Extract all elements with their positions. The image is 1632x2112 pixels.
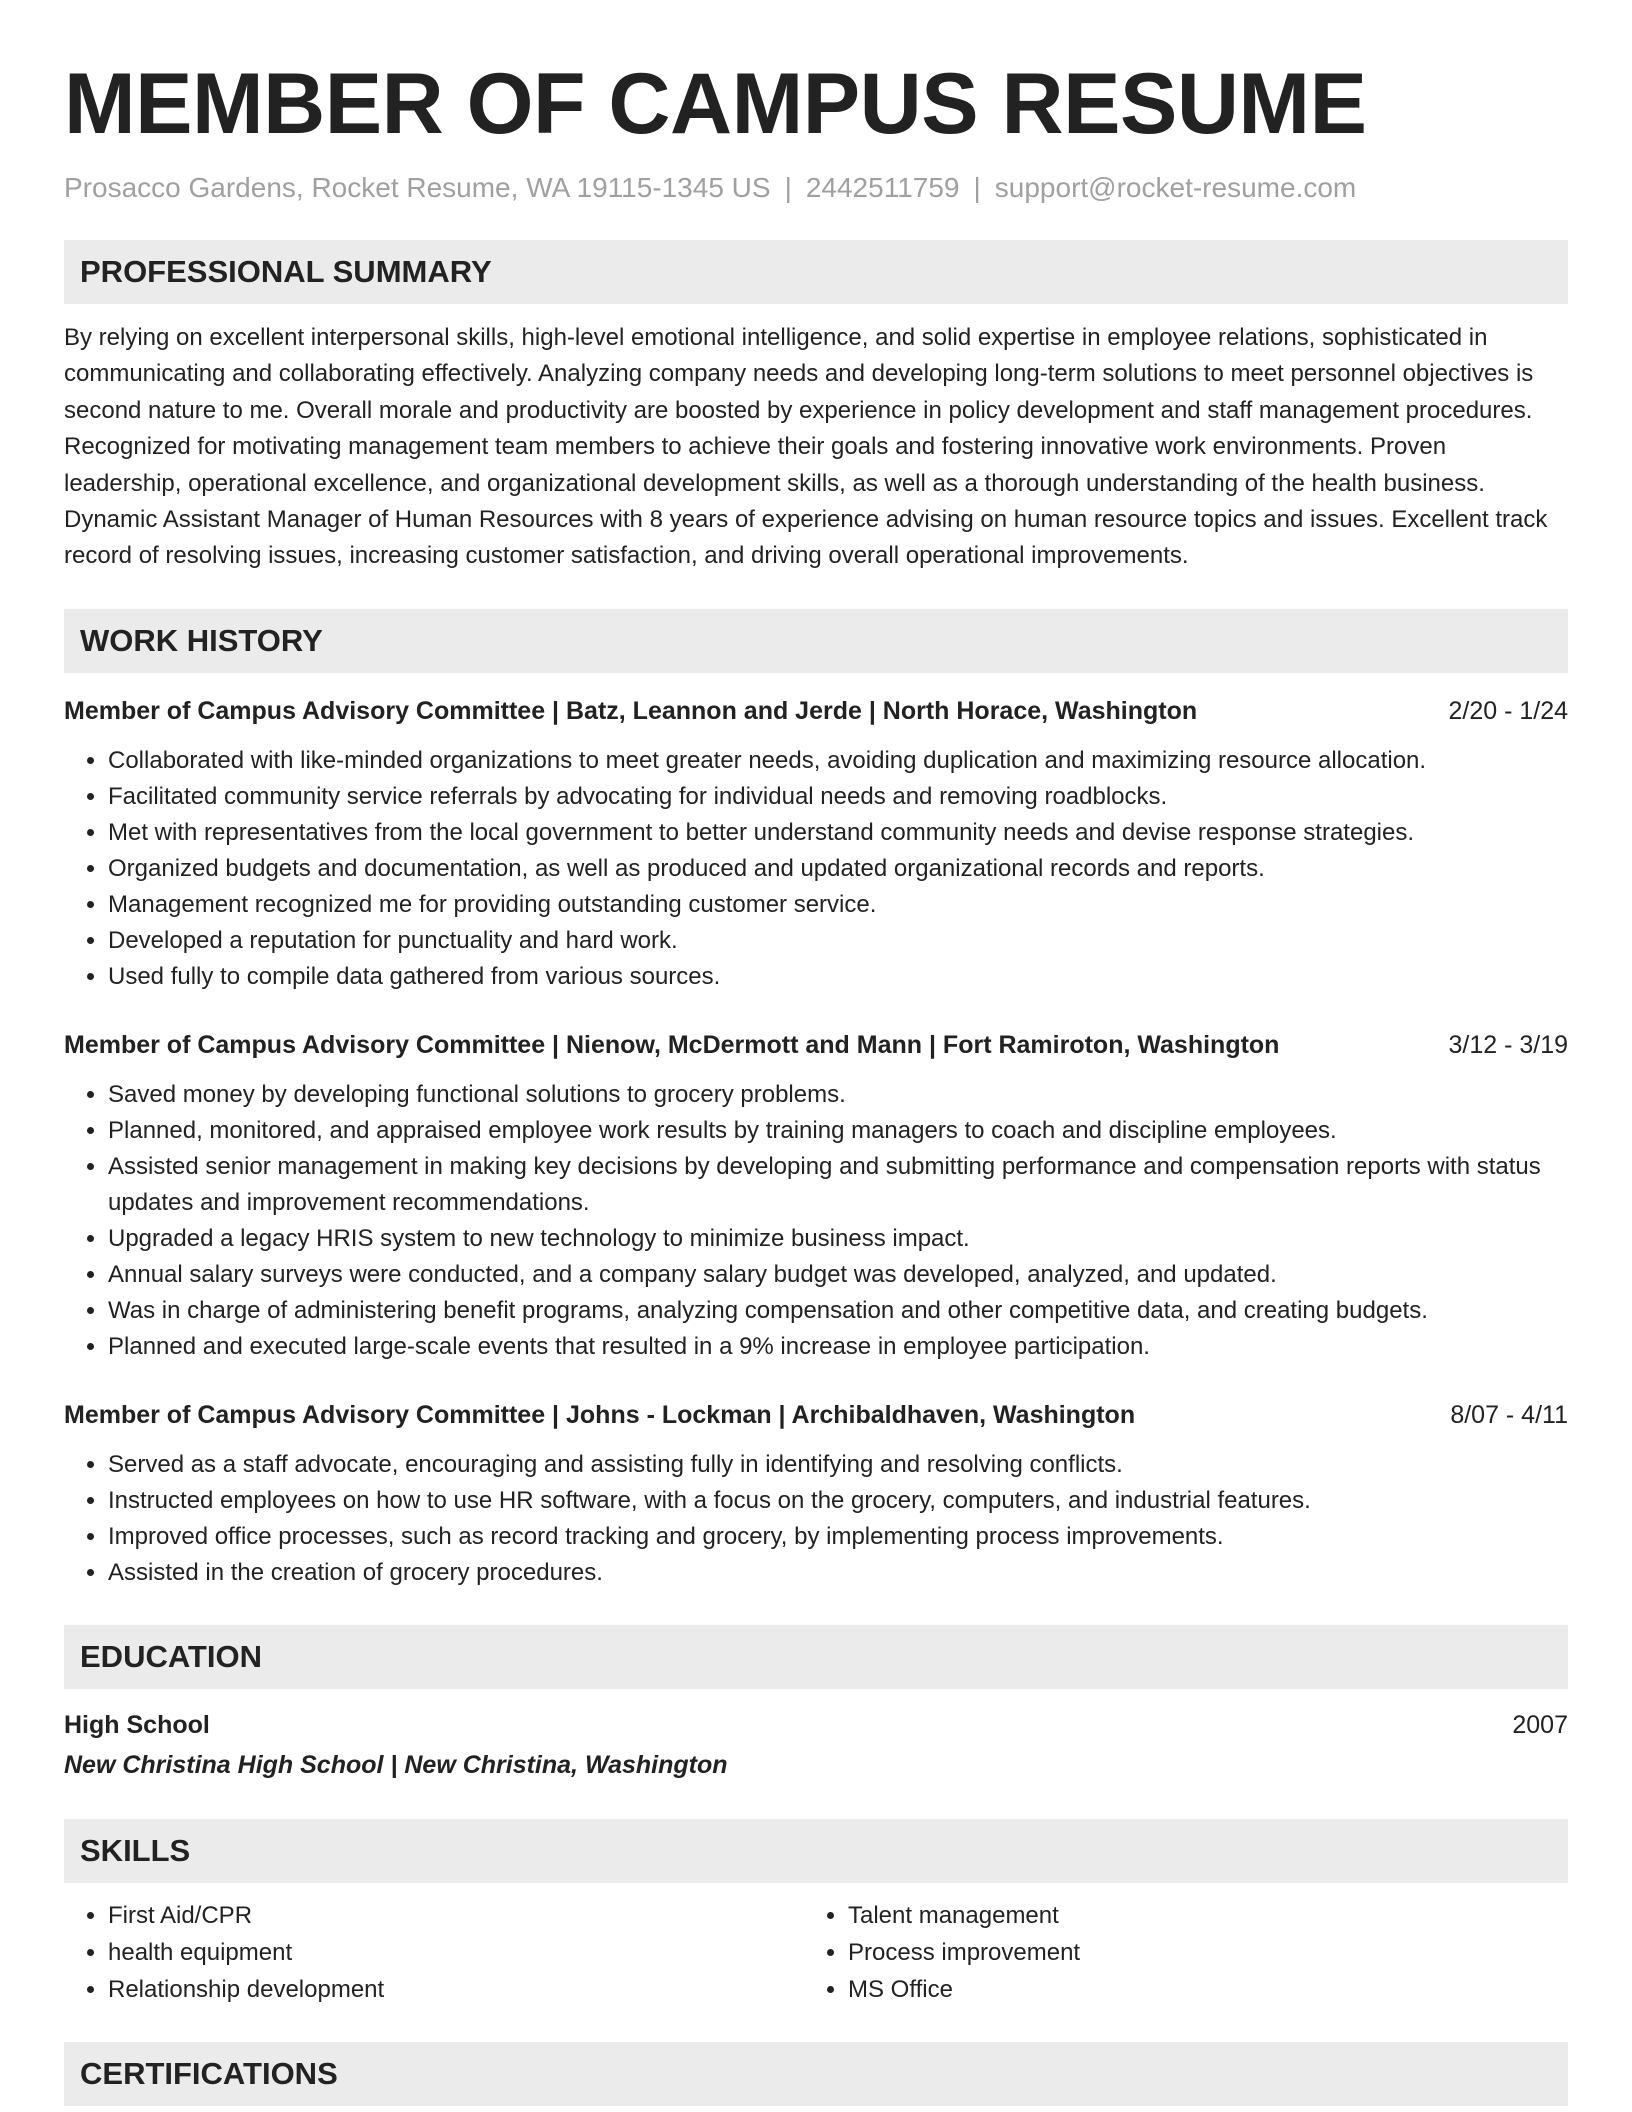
- contact-phone: 2442511759: [805, 172, 960, 203]
- contact-address: Prosacco Gardens, Rocket Resume, WA 19115-1345 US: [64, 172, 771, 203]
- job-bullet: • Developed a reputation for punctuality and hard work.: [108, 923, 1568, 959]
- job-header: [64, 1027, 1568, 1063]
- job-bullet: • Improved office processes, such as record tracking and grocery, by implementing process improvements.: [108, 1519, 1568, 1555]
- education-row: [64, 1705, 1568, 1745]
- summary-text: By relying on excellent interpersonal skills, high-level emotional intelligence, and solid expertise in employee relations, sophisticated in communicating and collaborating effectively. Analyzing company needs and developing long-term solutions to meet personnel objectives is second nature to me. Overall morale and productivity are boosted by experience in policy development and staff management procedures. Recognized for motivating management team members to achieve their goals and fostering innovative work environments. Proven leadership, operational excellence, and organizational development skills, as well as a thorough understanding of the health business. Dynamic Assistant Manager of Human Resources with 8 years of experience advising on human resource topics and issues. Excellent track record of resolving issues, increasing customer satisfaction, and driving overall operational improvements.: [64, 324, 1548, 570]
- job-bullet: • Planned and executed large-scale events that resulted in a 9% increase in employee participation.: [108, 1329, 1568, 1365]
- skill-item: • Relationship development: [108, 1971, 804, 2008]
- job-entry: [64, 1397, 1568, 1591]
- contact-separator: |: [973, 172, 981, 203]
- skills-column-right: [804, 1897, 1544, 2008]
- job-bullet: • Used fully to compile data gathered from various sources.: [108, 959, 1568, 995]
- job-bullet: • Collaborated with like-minded organizations to meet greater needs, avoiding duplication and maximizing resource allocation.: [108, 743, 1568, 779]
- job-entry: [64, 693, 1568, 995]
- job-bullet: • Was in charge of administering benefit programs, analyzing compensation and other competitive data, and creating budgets.: [108, 1293, 1568, 1329]
- job-dates: 8/07 - 4/11: [1450, 1400, 1568, 1429]
- education-degree: High School: [64, 1710, 210, 1739]
- job-bullet: • Upgraded a legacy HRIS system to new technology to minimize business impact.: [108, 1221, 1568, 1257]
- job-header: [64, 693, 1568, 729]
- section-heading-certifications: CERTIFICATIONS: [64, 2042, 1568, 2106]
- skill-item: • MS Office: [848, 1971, 1544, 2008]
- job-bullet: • Assisted senior management in making key decisions by developing and submitting performance and compensation reports with status updates and improvement recommendations.: [108, 1149, 1568, 1221]
- job-bullets: [64, 743, 1568, 995]
- job-title: Member of Campus Advisory Committee | Batz, Leannon and Jerde | North Horace, Washington: [64, 696, 1198, 725]
- job-dates: 3/12 - 3/19: [1448, 1030, 1568, 1059]
- resume-name: MEMBER OF CAMPUS RESUME: [64, 56, 1367, 152]
- job-bullet: • Met with representatives from the local government to better understand community needs and devise response strategies.: [108, 815, 1568, 851]
- section-heading-skills: SKILLS: [64, 1819, 1568, 1883]
- job-bullet: • Facilitated community service referrals by advocating for individual needs and removing roadblocks.: [108, 779, 1568, 815]
- contact-separator: |: [784, 172, 792, 203]
- job-bullet: • Organized budgets and documentation, as well as produced and updated organizational records and reports.: [108, 851, 1568, 887]
- job-bullet: • Served as a staff advocate, encouraging and assisting fully in identifying and resolving conflicts.: [108, 1447, 1568, 1483]
- education-year: 2007: [1512, 1710, 1568, 1739]
- job-bullet: • Management recognized me for providing outstanding customer service.: [108, 887, 1568, 923]
- job-bullet: • Annual salary surveys were conducted, and a company salary budget was developed, analyzed, and updated.: [108, 1257, 1568, 1293]
- skills-column-left: [64, 1897, 804, 2008]
- contact-line: [64, 170, 1568, 206]
- job-entry: [64, 1027, 1568, 1365]
- contact-email: support@rocket-resume.com: [994, 172, 1357, 203]
- section-heading-work: WORK HISTORY: [64, 609, 1568, 673]
- job-title: Member of Campus Advisory Committee | Johns - Lockman | Archibaldhaven, Washington: [64, 1400, 1136, 1429]
- skill-item: • health equipment: [108, 1934, 804, 1971]
- job-bullets: [64, 1077, 1568, 1365]
- skill-item: • First Aid/CPR: [108, 1897, 804, 1934]
- skills-list: [64, 1897, 1568, 2008]
- skill-item: • Process improvement: [848, 1934, 1544, 1971]
- job-bullets: [64, 1447, 1568, 1591]
- section-heading-summary: PROFESSIONAL SUMMARY: [64, 240, 1568, 304]
- job-title: Member of Campus Advisory Committee | Nienow, McDermott and Mann | Fort Ramiroton, Washington: [64, 1030, 1280, 1059]
- job-header: [64, 1397, 1568, 1433]
- skill-item: • Talent management: [848, 1897, 1544, 1934]
- job-dates: 2/20 - 1/24: [1448, 696, 1568, 725]
- education-school: New Christina High School | New Christina, Washington: [64, 1750, 728, 1779]
- job-bullet: • Instructed employees on how to use HR software, with a focus on the grocery, computers, and industrial features.: [108, 1483, 1568, 1519]
- section-heading-education: EDUCATION: [64, 1625, 1568, 1689]
- job-bullet: • Saved money by developing functional solutions to grocery problems.: [108, 1077, 1568, 1113]
- job-bullet: • Planned, monitored, and appraised employee work results by training managers to coach and discipline employees.: [108, 1113, 1568, 1149]
- job-bullet: • Assisted in the creation of grocery procedures.: [108, 1555, 1568, 1591]
